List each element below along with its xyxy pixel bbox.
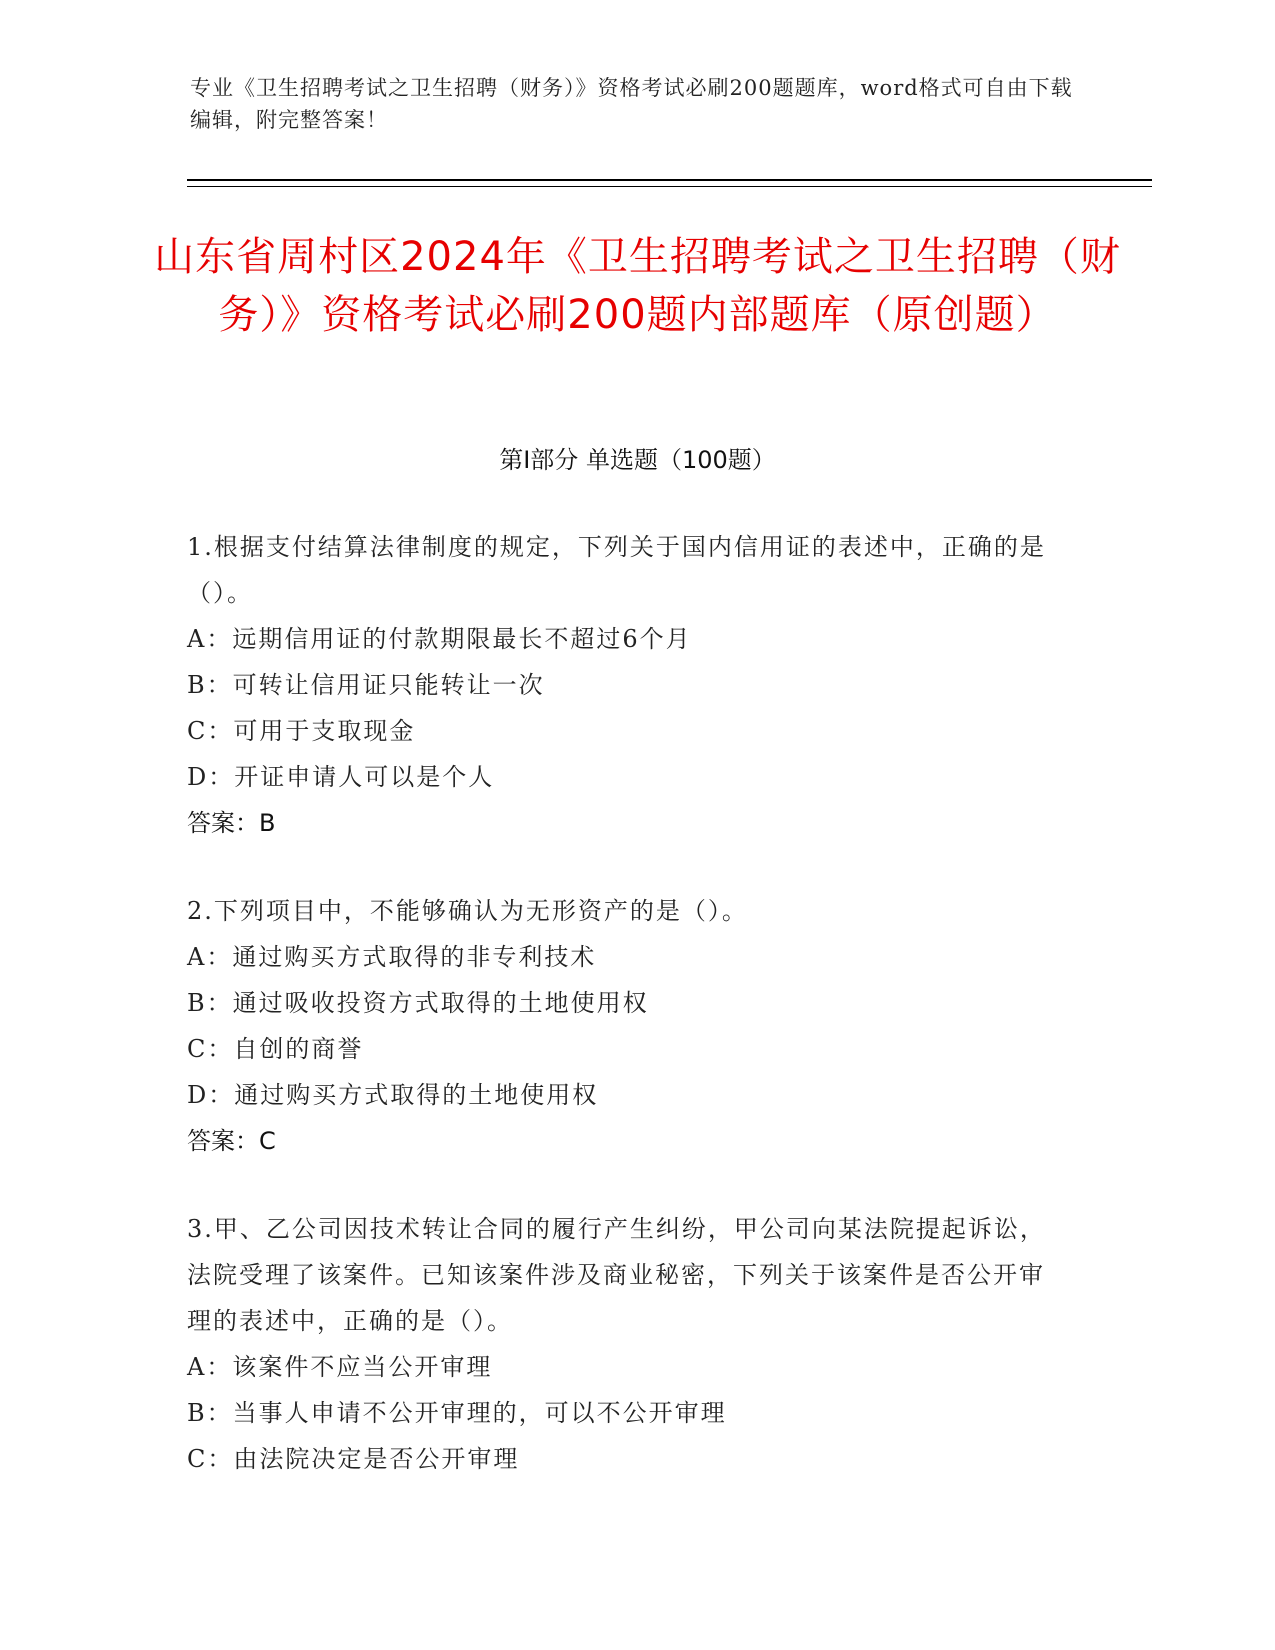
header-note: 专业《卫生招聘考试之卫生招聘（财务）》资格考试必刷200题题库，word格式可自由下载编辑，附完整答案！	[190, 76, 1073, 132]
question-3	[187, 1206, 1067, 1482]
question-stem: 3.甲、乙公司因技术转让合同的履行产生纠纷，甲公司向某法院提起诉讼，法院受理了该案件。已知该案件涉及商业秘密，下列关于该案件是否公开审理的表述中，正确的是（）。	[187, 1215, 1046, 1335]
answer: 答案：C	[187, 1127, 276, 1155]
option-c: C：可用于支取现金	[187, 717, 416, 745]
option-a: A：通过购买方式取得的非专利技术	[187, 943, 597, 971]
answer: 答案：B	[187, 809, 276, 837]
document-title: 山东省周村区2024年《卫生招聘考试之卫生招聘（财务）》资格考试必刷200题内部题库（原创题）	[154, 234, 1121, 338]
option-a: A：该案件不应当公开审理	[187, 1353, 493, 1381]
question-list	[187, 524, 1067, 1524]
option-d: D：通过购买方式取得的土地使用权	[187, 1081, 599, 1109]
question-stem: 1.根据支付结算法律制度的规定，下列关于国内信用证的表述中，正确的是（）。	[187, 533, 1046, 607]
option-b: B：可转让信用证只能转让一次	[187, 671, 545, 699]
option-d: D：开证申请人可以是个人	[187, 763, 495, 791]
option-a: A：远期信用证的付款期限最长不超过6个月	[187, 625, 692, 653]
option-c: C：自创的商誉	[187, 1035, 364, 1063]
section-title: 第Ⅰ部分 单选题（100题）	[499, 446, 776, 474]
question-1	[187, 524, 1067, 846]
option-c: C：由法院决定是否公开审理	[187, 1445, 520, 1473]
header-rule-thick	[187, 179, 1152, 181]
question-stem: 2.下列项目中，不能够确认为无形资产的是（）。	[187, 897, 748, 925]
option-b: B：当事人申请不公开审理的，可以不公开审理	[187, 1399, 727, 1427]
question-2	[187, 888, 1067, 1164]
option-b: B：通过吸收投资方式取得的土地使用权	[187, 989, 649, 1017]
header-rule-thin	[187, 186, 1152, 187]
